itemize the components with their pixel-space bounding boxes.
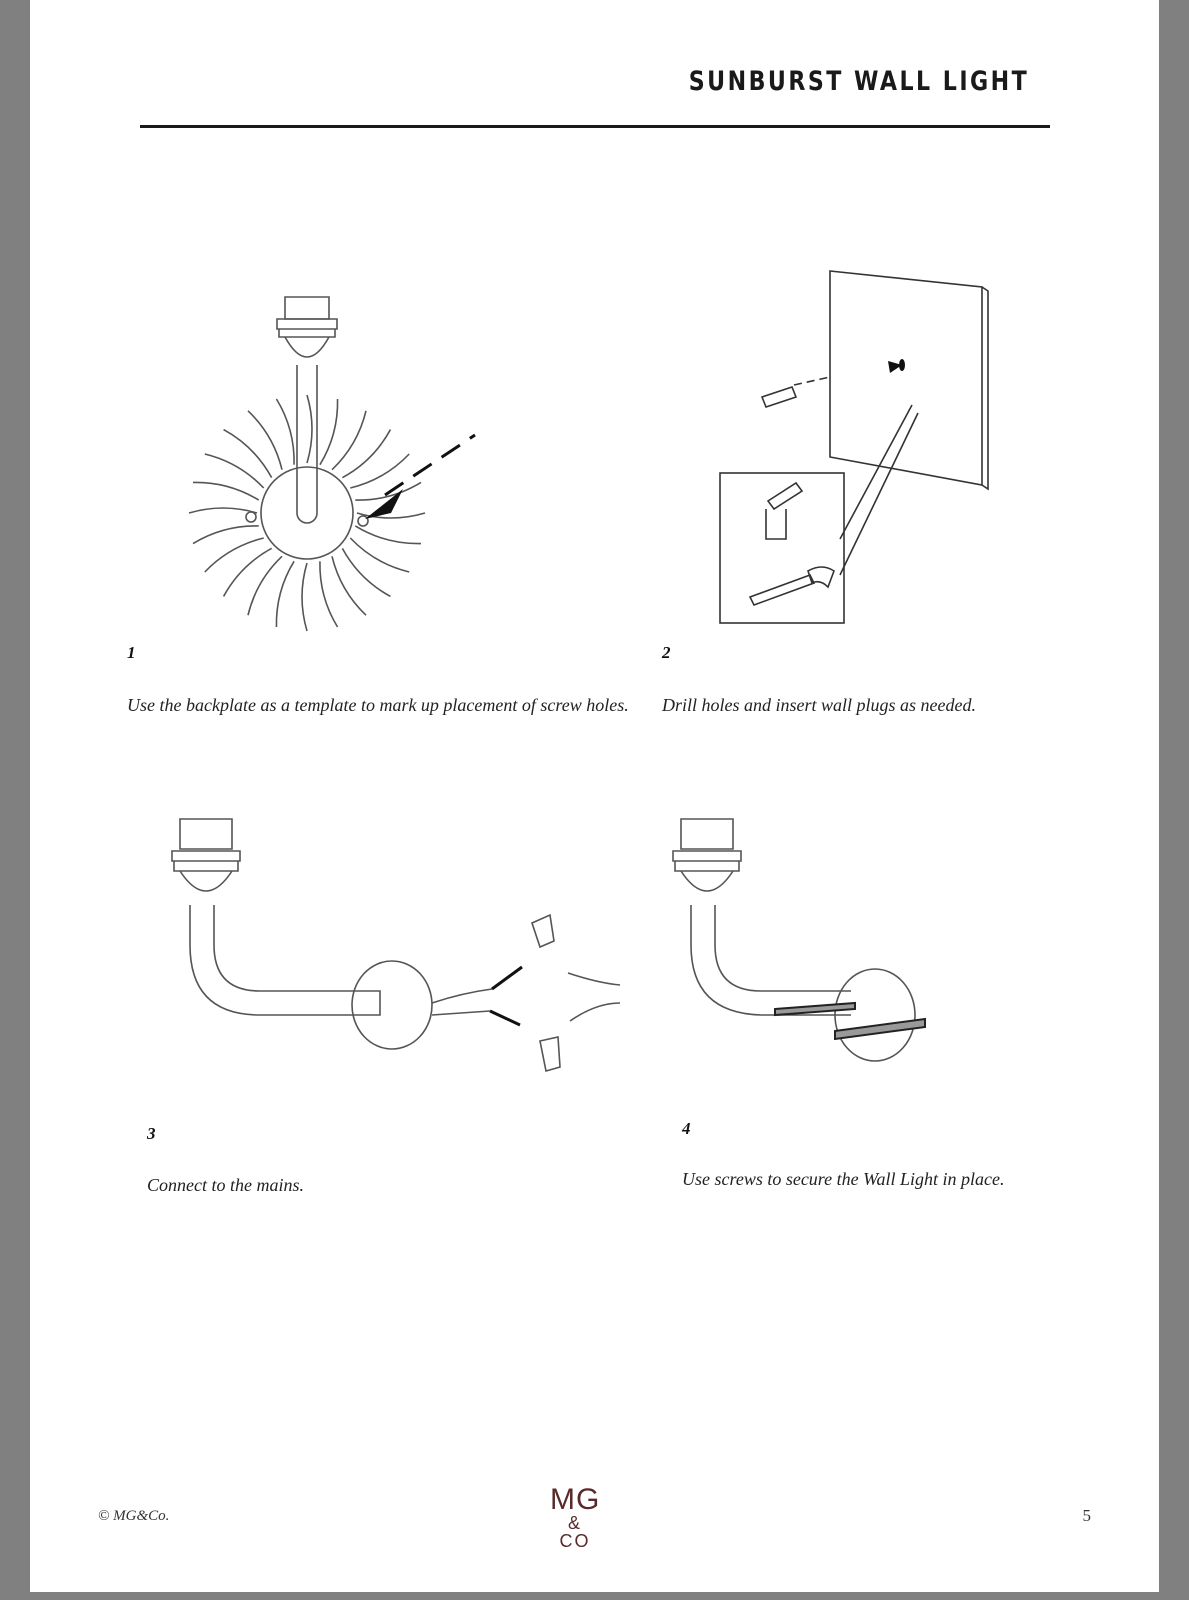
step-4-number: 4	[682, 1119, 691, 1138]
logo-line-2: & CO	[559, 1513, 591, 1551]
step-2-number: 2	[662, 643, 671, 662]
step-3-number: 3	[147, 1124, 156, 1143]
step-4-text: Use screws to secure the Wall Light in place.	[682, 1169, 1005, 1189]
step-1-text: Use the backplate as a template to mark up placement of screw holes.	[127, 695, 629, 715]
header-rule	[140, 125, 1050, 128]
step-3-illustration	[170, 815, 630, 1115]
step-1-illustration	[185, 285, 485, 645]
step-2-illustration	[690, 265, 1010, 635]
page-title: SUNBURST WALL LIGHT	[688, 66, 1029, 97]
step-2-text: Drill holes and insert wall plugs as needed.	[662, 695, 976, 715]
step-4-illustration	[665, 815, 1015, 1115]
page-number: 5	[1082, 1506, 1091, 1525]
step-1-number: 1	[127, 643, 136, 662]
logo-line-1: MG	[550, 1483, 601, 1516]
document-page	[30, 0, 1159, 1592]
brand-logo	[550, 1483, 601, 1551]
footer-copyright: © MG&Co.	[98, 1508, 170, 1524]
step-3-text: Connect to the mains.	[147, 1175, 304, 1195]
